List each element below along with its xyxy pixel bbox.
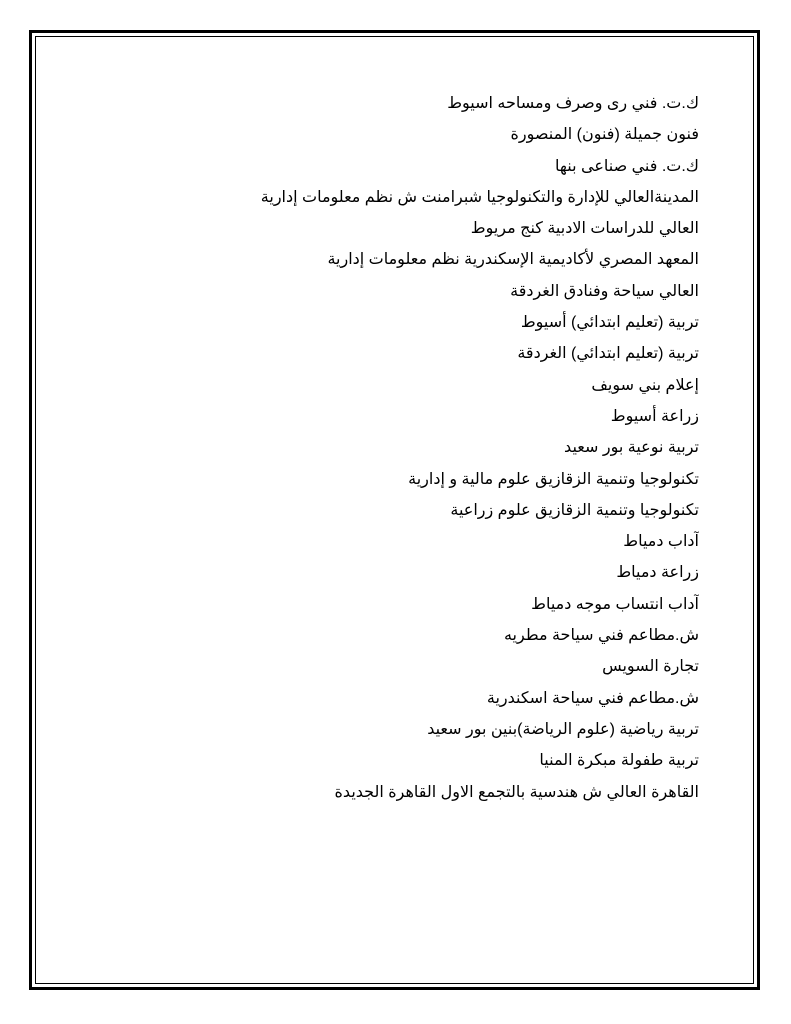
list-item: تربية نوعية بور سعيد	[564, 439, 699, 457]
list-item: آداب دمياط	[623, 533, 699, 551]
list-item: ش.مطاعم فني سياحة مطريه	[503, 627, 699, 645]
list-item: ك.ت. فني رى وصرف ومساحه اسيوط	[447, 95, 699, 112]
list-item: تجارة السويس	[602, 658, 699, 676]
list-item: زراعة دمياط	[616, 564, 699, 582]
list-item: تربية طفولة مبكرة المنيا	[539, 752, 699, 770]
list-item: تربية رياضية (علوم الرياضة)بنين بور سعيد	[427, 720, 699, 738]
list-item: تربية (تعليم ابتدائي) الغردقة	[517, 345, 699, 363]
list-item: العالي سياحة وفنادق الغردقة	[510, 282, 699, 300]
list-item: ش.مطاعم فني سياحة اسكندرية	[486, 689, 699, 707]
institution-list	[100, 88, 699, 808]
list-item: تكنولوجيا وتنمية الزقازيق علوم مالية و إدارية	[408, 470, 699, 488]
list-item: المعهد المصري لأكاديمية الإسكندرية نظم معلومات إدارية	[327, 251, 699, 269]
list-item: تكنولوجيا وتنمية الزقازيق علوم زراعية	[450, 501, 699, 519]
list-item: المدينةالعالي للإدارة والتكنولوجيا شبرامنت ش نظم معلومات إدارية	[260, 188, 699, 206]
list-item: فنون جميلة (فنون) المنصورة	[510, 126, 699, 144]
list-item: القاهرة العالي ش هندسية بالتجمع الاول القاهرة الجديدة	[334, 783, 699, 801]
list-item: تربية (تعليم ابتدائي) أسيوط	[520, 314, 699, 332]
list-item: زراعة أسيوط	[610, 407, 699, 425]
list-item: إعلام بني سويف	[591, 376, 699, 394]
list-item: آداب انتساب موجه دمياط	[531, 595, 699, 613]
list-item: العالي للدراسات الادبية كنج مريوط	[470, 220, 699, 238]
list-item: ك.ت. فني صناعى بنها	[555, 157, 699, 175]
